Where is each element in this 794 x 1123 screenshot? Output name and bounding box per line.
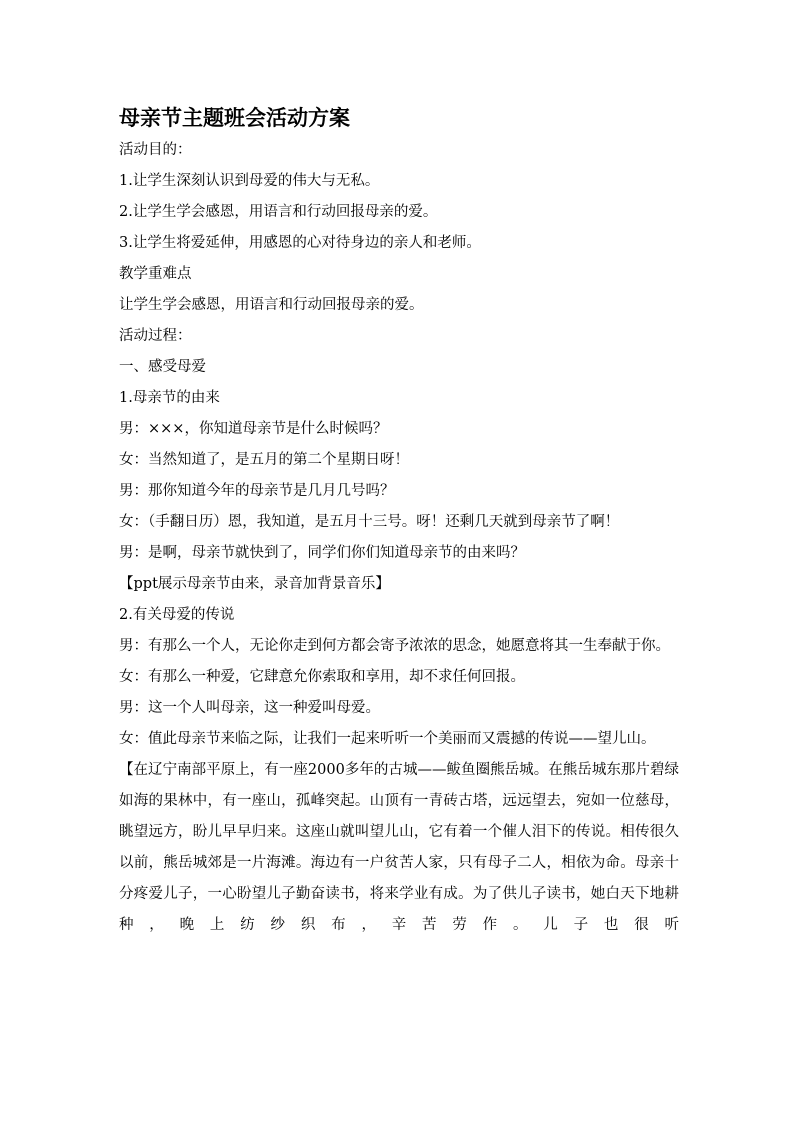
dialogue-paragraph: 女：值此母亲节来临之际，让我们一起来听听一个美丽而又震撼的传说——望儿山。 — [119, 731, 656, 747]
text-line: 3.让学生将爱延伸，用感恩的心对待身边的亲人和老师。 — [119, 235, 481, 251]
stage-note: 【ppt展示母亲节由来，录音加背景音乐】 — [119, 576, 390, 592]
dialogue-line: 男：那你知道今年的母亲节是几月几号吗？ — [119, 483, 395, 499]
section-heading: 一、感受母爱 — [119, 359, 206, 375]
document-title: 母亲节主题班会活动方案 — [119, 105, 350, 130]
dialogue-paragraph: 男：有那么一个人，无论你走到何方都会寄予浓浓的思念，她愿意将其一生奉献于你。 — [119, 638, 670, 654]
subsection-heading: 2.有关母爱的传说 — [119, 607, 235, 623]
document-page — [119, 103, 679, 941]
text-line: 2.让学生学会感恩，用语言和行动回报母亲的爱。 — [119, 204, 438, 220]
dialogue-line: 女：当然知道了，是五月的第二个星期日呀！ — [119, 452, 409, 468]
subsection-heading: 1.母亲节的由来 — [119, 390, 220, 406]
text-line: 1.让学生深刻认识到母爱的伟大与无私。 — [119, 173, 380, 189]
text-line: 活动目的： — [119, 142, 192, 158]
dialogue-line: 女：有那么一种爱，它肆意允你索取和享用，却不求任何回报。 — [119, 669, 525, 685]
section-heading: 教学重难点 — [119, 266, 192, 282]
section-heading: 活动过程： — [119, 328, 192, 344]
dialogue-line: 男：×××，你知道母亲节是什么时候吗？ — [119, 421, 388, 437]
story-paragraph: 【在辽宁南部平原上，有一座2000多年的古城——鲅鱼圈熊岳城。在熊岳城东那片碧绿如海的果林中，有一座山，孤峰突起。山顶有一青砖古塔，远远望去，宛如一位慈母，眺望远方，盼儿早早归来。这座山就叫望儿山，它有着一个催人泪下的传说。相传很久以前，熊岳城郊是一片海滩。海边有一户贫苦人家，只有母子二人，相依为命。母亲十分疼爱儿子，一心盼望儿子勤奋读书，将来学业有成。为了供儿子读书，她白天下地耕种，晚上纺纱织布，辛苦劳作。儿子也很听 — [119, 762, 679, 933]
dialogue-line: 女：（手翻日历）恩，我知道，是五月十三号。呀！还剩几天就到母亲节了啊！ — [119, 514, 620, 530]
text-line: 让学生学会感恩，用语言和行动回报母亲的爱。 — [119, 297, 424, 313]
dialogue-line: 男：这一个人叫母亲，这一种爱叫母爱。 — [119, 700, 380, 716]
dialogue-line: 男：是啊，母亲节就快到了，同学们你们知道母亲节的由来吗？ — [119, 545, 525, 561]
